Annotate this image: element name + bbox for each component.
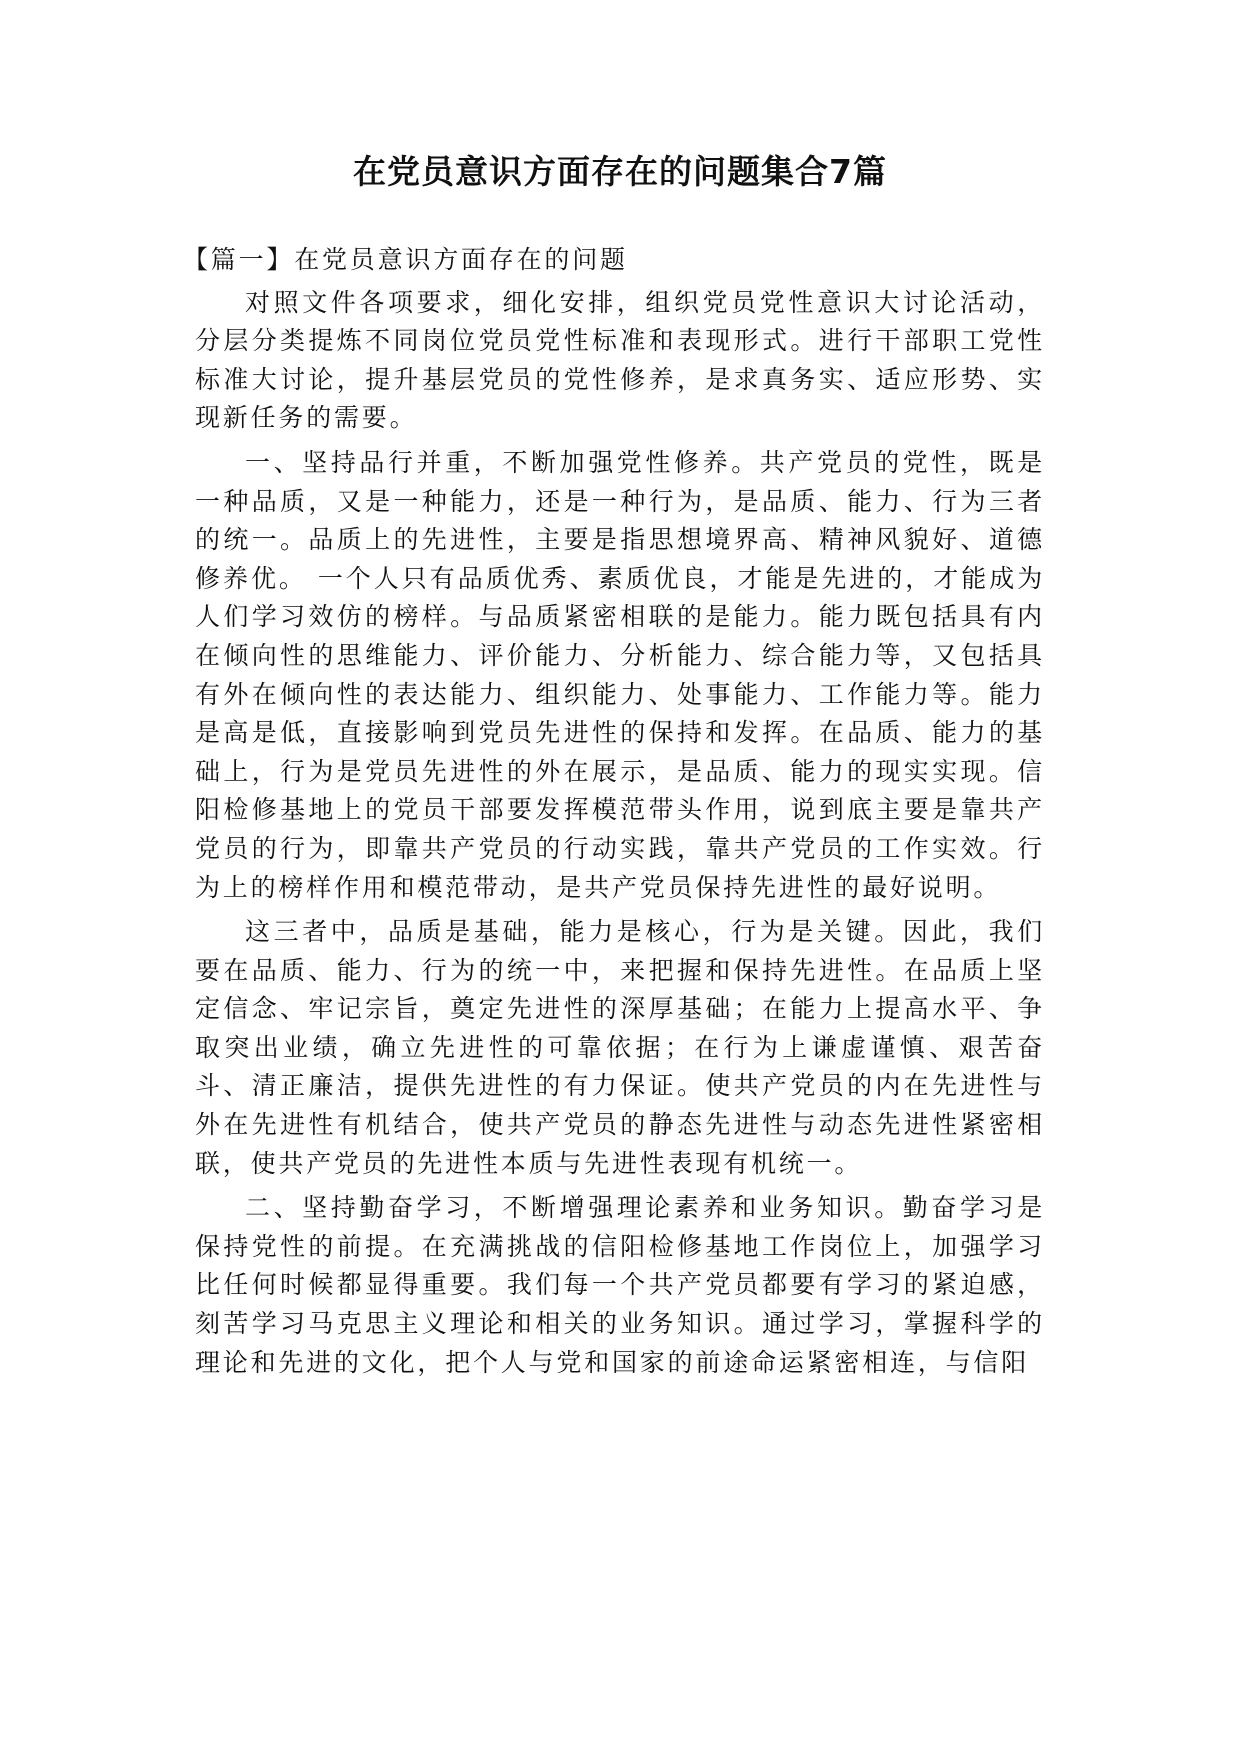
paragraph-intro: 对照文件各项要求，细化安排，组织党员党性意识大讨论活动，分层分类提炼不同岗位党员党性标准和表现形式。进行干部职工党性标准大讨论，提升基层党员的党性修养，是求真务实、适应形势、实现新任务的需要。 xyxy=(195,287,1045,433)
paragraph-point-one: 一、坚持品行并重，不断加强党性修养。共产党员的党性，既是一种品质，又是一种能力，还是一种行为，是品质、能力、行为三者的统一。品质上的先进性，主要是指思想境界高、精神风貌好、道德修养优。 一个人只有品质优秀、素质优良，才能是先进的，才能成为人们学习效仿的榜样。与品质紧密相联的是能力。能力既包括具有内在倾向性的思维能力、评价能力、分析能力、综合能力等，又包括具有外在倾向性的表达能力、组织能力、处事能力、工作能力等。能力是高是低，直接影响到党员先进性的保持和发挥。在品质、能力的基础上，行为是党员先进性的外在展示，是品质、能力的现实实现。信阳检修基地上的党员干部要发挥模范带头作用，说到底主要是靠共产党员的行为，即靠共产党员的行动实践，靠共产党员的工作实效。行为上的榜样作用和模范带动，是共产党员保持先进性的最好说明。 xyxy=(195,447,1045,902)
paragraph-three-aspects: 这三者中，品质是基础，能力是核心，行为是关键。因此，我们要在品质、能力、行为的统一中，来把握和保持先进性。在品质上坚定信念、牢记宗旨，奠定先进性的深厚基础；在能力上提高水平、争取突出业绩，确立先进性的可靠依据；在行为上谦虚谨慎、艰苦奋斗、清正廉洁，提供先进性的有力保证。使共产党员的内在先进性与外在先进性有机结合，使共产党员的静态先进性与动态先进性紧密相联，使共产党员的先进性本质与先进性表现有机统一。 xyxy=(195,917,1045,1178)
document-body xyxy=(183,241,1045,1388)
document-title: 在党员意识方面存在的问题集合7篇 xyxy=(353,152,887,191)
section-heading: 【篇一】在党员意识方面存在的问题 xyxy=(183,245,628,274)
paragraph-point-two: 二、坚持勤奋学习，不断增强理论素养和业务知识。勤奋学习是保持党性的前提。在充满挑战的信阳检修基地工作岗位上，加强学习比任何时候都显得重要。我们每一个共产党员都要有学习的紧迫感，刻苦学习马克思主义理论和相关的业务知识。通过学习，掌握科学的理论和先进的文化，把个人与党和国家的前途命运紧密相连，与信阳 xyxy=(195,1193,1045,1377)
